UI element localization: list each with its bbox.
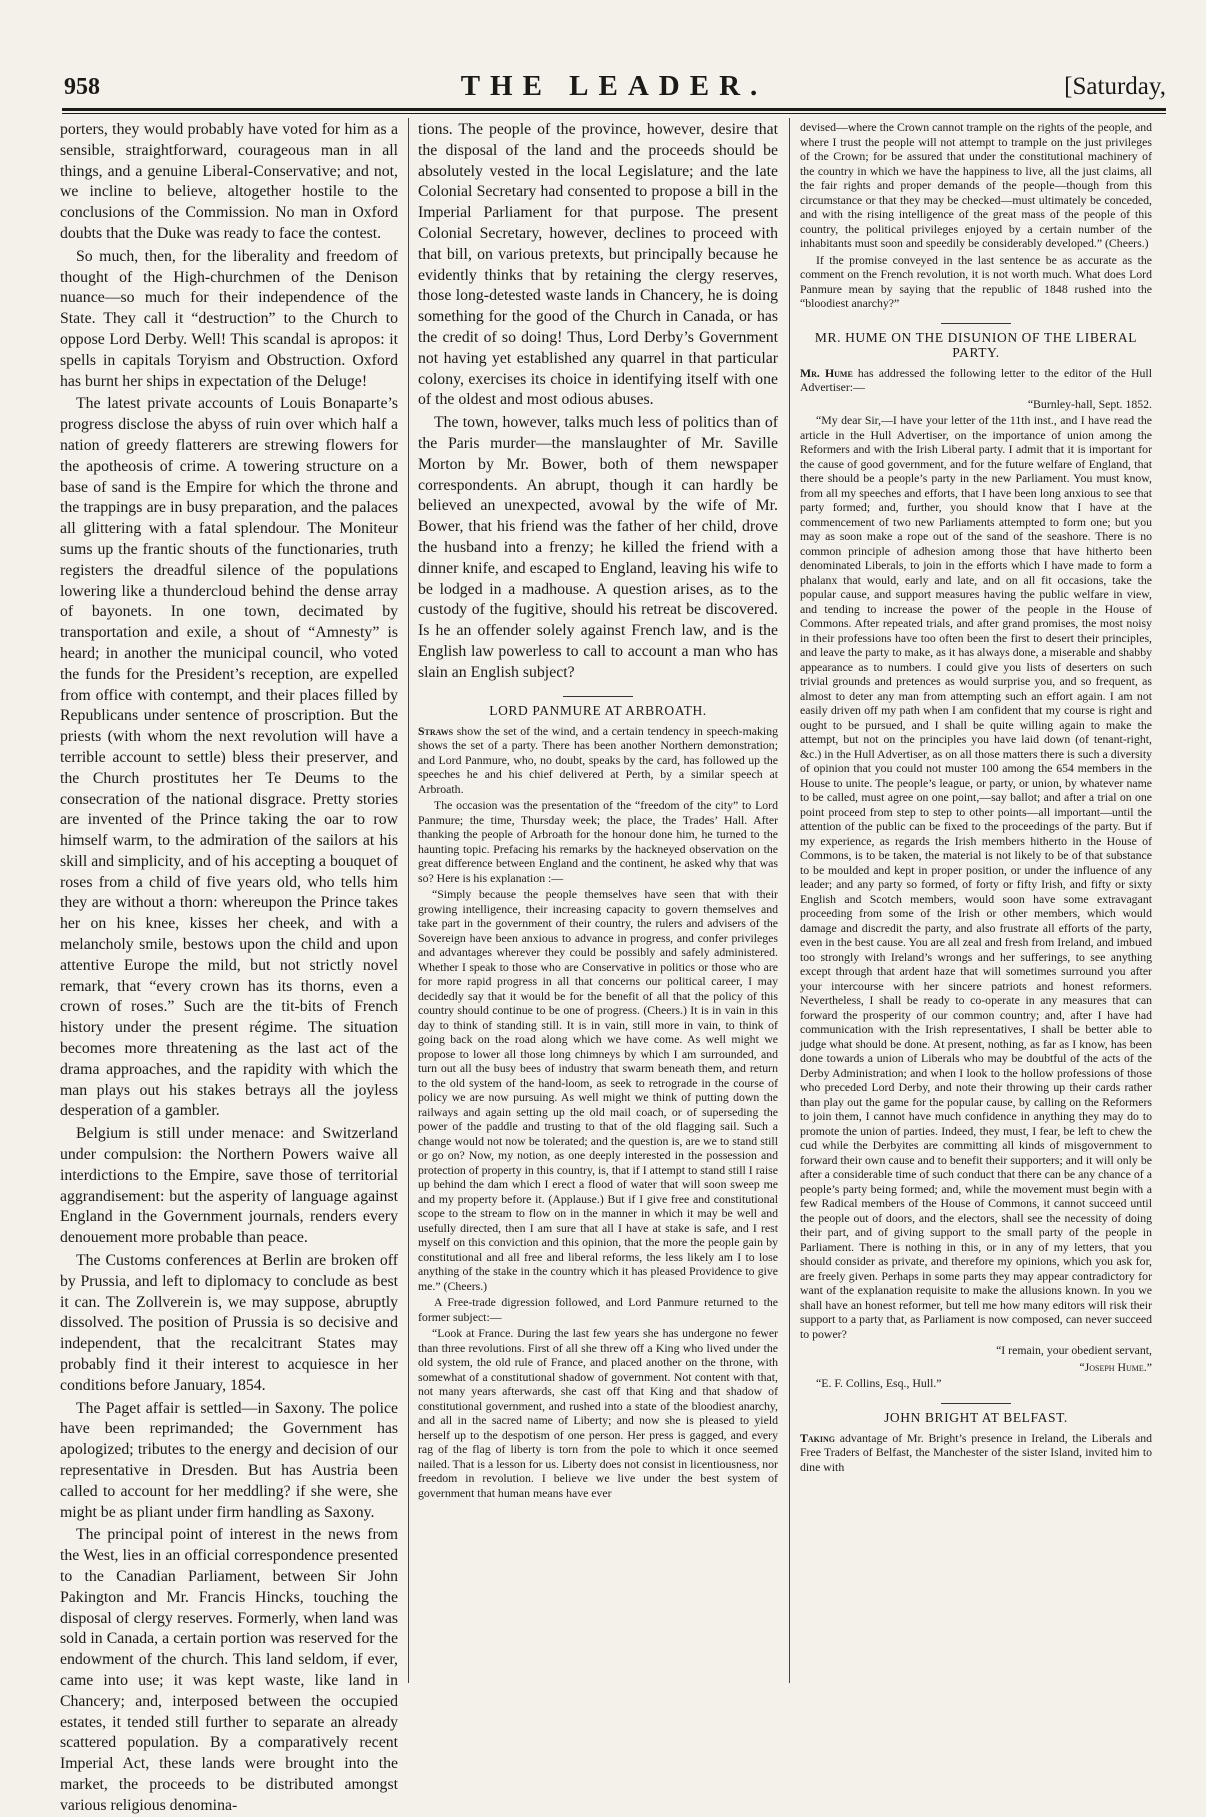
lead-word: Taking xyxy=(800,1430,835,1445)
issue-day: [Saturday, xyxy=(1064,73,1166,100)
column-right xyxy=(800,120,1152,1680)
paragraph: The occasion was the presentation of the “freedom of the city” to Lord Panmure; the time, Thursday week; the place, the Trades’ Hall. After thanking the people of Arbroath for the honour done him, he turned to the haunting topic. Prefacing his remarks by the hackneyed observation on the great difference between England and the continent, he asked why that was so? Here is his explanation :— xyxy=(418,798,778,885)
lead-word: Straws xyxy=(418,723,454,738)
column-middle xyxy=(418,120,778,1680)
paragraph-text: has addressed the following letter to the editor of the Hull Advertiser:— xyxy=(800,365,1152,394)
article-heading: MR. HUME ON THE DISUNION OF THE LIBERAL PARTY. xyxy=(814,329,1138,360)
header-rule xyxy=(62,108,1166,111)
column-divider xyxy=(408,118,409,1683)
section-divider xyxy=(941,323,1011,324)
newspaper-title: THE LEADER. xyxy=(460,70,768,102)
paragraph: porters, they would probably have voted for him as a sensible, straightforward, courageous man in all things, and a genuine Liberal-Conservative; and not, we incline to believe, altogether hostile to the conclusions of the Commission. No man in Oxford doubts that the Duke was ready to face the contest. xyxy=(60,121,398,242)
article-lead-paragraph xyxy=(800,1431,1152,1475)
paragraph: tions. The people of the province, however, desire that the disposal of the land and the proceeds should be absolutely vested in the local Legislature; and the late Colonial Secretary had consented to propose a bill in the Imperial Parliament for that purpose. The present Colonial Secretary, however, declines to proceed with that bill, on various pretexts, but principally because he evidently thinks that by retaining the clergy reserves, those long-detested waste lands in Chancery, he is doing something for the good of the Church in Canada, or has the credit of so doing! Thus, Lord Derby’s Government not having yet established any quarrel in that particular colony, exercises its choice in identifying itself with one of the oldest and most odious abuses. xyxy=(418,121,778,409)
paragraph-text: advantage of Mr. Bright’s presence in Ireland, the Liberals and Free Traders of Belfast, the Manchester of the sister Island, invited him to dine with xyxy=(800,1430,1152,1474)
quotation: “Simply because the people themselves have seen that with their growing intelligence, their increasing capacity to govern themselves and take part in the government of their country, the rulers and advisers of the Sovereign have been anxious to advance in progress, and confer privileges and advantages wherever they could be possibly and safely administered. Whether I speak to those who are Conservative in politics or those who are for more rapid progress in all that concerns our political career, I may decidedly say that it would be for the benefit of all that the policy of this country should continue to be one of progress. (Cheers.) It is in vain in this day to think of standing still. It is in vain, still more in vain, to think of going back on the road along which we have come. As well might we propose to lower all those long chimneys by which I am surrounded, and turn out all the busy bees of industry that swarm beneath them, and return to the old system of the hand-loom, as seek to retrograde in the course of policy we are now pursuing. As well might we think of putting down the railways and again setting up the old mail coach, or of superseding the power of the paddle and trusting to that of the old flagging sail. Such a change would not now be tolerated; and the question is, are we to stand still or go on? Now, my notion, as one deeply interested in the possession and protection of property in this country, is, that if I attempt to stand still I raise up behind the dam which I erect a flood of water that will soon sweep me and my property before it. (Applause.) But if I give free and constitutional scope to the stream to flow on in the manner in which it may be well and usefully directed, then I am sure that all I have at stake is safe, and I rest myself on this conviction and this opinion, that the more the people gain by constitutional and all free and liberal reforms, the less likely am I to lose anything of the stake in the country which it has pleased Providence to give me.” (Cheers.) xyxy=(418,887,778,1293)
paragraph: A Free-trade digression followed, and Lord Panmure returned to the former subject:— xyxy=(418,1295,778,1324)
paragraph: The principal point of interest in the news from the West, lies in an official correspondence presented to the Canadian Parliament, between Sir John Pakington and Mr. Francis Hincks, touching the disposal of clergy reserves. Formerly, when land was sold in Canada, a certain portion was reserved for the endowment of the church. This land seldom, if ever, came into use; it was kept waste, like land in Chancery; and, interposed between the occupied estates, it tended still further to separate an already scattered population. By a comparatively recent Imperial Act, these lands were brought into the market, the proceeds to be distributed amongst various religious denomina- xyxy=(60,1526,398,1814)
column-divider xyxy=(789,118,790,1683)
article-heading: JOHN BRIGHT AT BELFAST. xyxy=(884,1409,1068,1425)
masthead xyxy=(62,70,1166,106)
quotation: devised—where the Crown cannot trample on the rights of the people, and where I trust the people will not attempt to trample on the just privileges of the Crown; for be assured that under the constitutional machinery of the country in which we have the happiness to live, all the just claims, all the fair rights and proper demands of the people—though from this circumstance or that they may be checked—must ultimately be conceded, and with the rising intelligence of the great mass of the people of this country, the political privileges enjoyed by a certain number of the inhabitants must soon and speedily be considerably developed.” (Cheers.) xyxy=(800,120,1152,250)
article-heading: LORD PANMURE AT ARBROATH. xyxy=(489,702,707,718)
header-rule-thin xyxy=(62,113,1166,114)
column-left xyxy=(60,120,398,1814)
paragraph: If the promise conveyed in the last sentence be as accurate as the comment on the French revolution, it is not worth much. What does Lord Panmure mean by saying that the republic of 1848 rushed into the “bloodiest anarchy?” xyxy=(800,252,1152,310)
paragraph: The town, however, talks much less of politics than of the Paris murder—the manslaughter of Mr. Saville Morton by Mr. Bower, both of them newspaper correspondents. An abrupt, though it can hardly be believed an unexpected, avowal by the wife of Mr. Bower, that his friend was the father of her child, drove the husband into a frenzy; he killed the friend with a dinner knife, and escaped to England, leaving his wife to be lodged in a madhouse. A question arises, as to the custody of the fugitive, should his retreat be discovered. Is he an offender solely against French law, and is the English law powerless to call to account a man who has slain an English subject? xyxy=(418,414,778,681)
paragraph: The Customs conferences at Berlin are broken off by Prussia, and left to diplomacy to conclude as best it can. The Zollverein is, we may suppose, abruptly dissolved. The position of Prussia is so decisive and independent, that the recalcitrant States may probably find it their interest to acquiesce in her conditions before January, 1854. xyxy=(60,1252,398,1394)
paragraph-text: show the set of the wind, and a certain tendency in speech-making shows the set of a party. There has been another Northern demonstration; and Lord Panmure, who, no doubt, speaks by the card, has followed up the speeches he and his chief delivered at Perth, by a similar speech at Arbroath. xyxy=(418,723,778,796)
article-lead-paragraph xyxy=(418,724,778,797)
letter-addressee: “E. F. Collins, Esq., Hull.” xyxy=(816,1376,942,1390)
paragraph: The Paget affair is settled—in Saxony. The police have been reprimanded; the Government has apologized; tributes to the energy and decision of our representative in Dresden. But has Austria been called to account for her meddling? if she were, she might be as pliant under firm handling as Saxony. xyxy=(60,1399,398,1521)
page-number: 958 xyxy=(64,74,100,100)
letter-body: “My dear Sir,—I have your letter of the 11th inst., and I have read the article in the Hull Advertiser, on the importance of union among the Reformers and with the Irish Liberal party. I admit that it is important for the cause of good government, and for the future welfare of England, that there should be a people’s party in the new Parliament. You must know, from all my speeches and efforts, that I have been long anxious to see that party formed; and, further, you should know that I have at the commencement of two new Parliaments attempted to form one; but you may as soon make a rope out of the sand of the seashore. There is no common principle of adhesion among those that have hitherto been denominated Liberals, to join in the efforts which I have made to form a phalanx that would, early and late, and on all fit occasions, take the popular cause, and support measures having the public welfare in view, and tending to increase the power of the people in the House of Commons. After repeated trials, and after grand promises, the most noisy in their professions have too often been the first to desert their principles, and leave the party to make, as it has always done, a miserable and shabby appearance as to numbers. I could give you lists of deserters on such trivial grounds and pretences as would surprise you, and so frequent, as almost to deter any man from attempting such an effort again. I am not easily driven off my path when I am confident that my course is right and ought to be pursued, and I shall be quite willing again to make the attempt, but not on the principles you have laid down (of tenant-right, &c.) in the Hull Advertiser, as on all those matters there is such a diversity of opinion that you could not muster 100 among the 654 members in the House to unite. The people’s league, or party, or union, by whatever name to be called, must agree on one point,—say ballot; and after a trial on one point proceed from step to step to other points—all important—until the attention of the public can be fixed to the proceedings of the party. But if my experience, as regards the Irish members hitherto in the House of Commons, is to be taken, the material is not likely to be of that substance to be moulded and kept in proper position, or under the influence of any leader; and any party so formed, of forty or fifty Irish, and fifty or sixty English and Scotch members, would soon have some extravagant proceeding from some of the Irish or other members, which would damage and discredit the party, and also frustrate all efforts of the party, even in the best cause. You are all zeal and fresh from Ireland, and imbued too strongly with Ireland’s wrongs and her sufferings, to see anything except through that ardent haze that will sometimes surround you after your intercourse with her sincere patriots and honest reformers. Nevertheless, I shall be ready to co-operate in any measures that can forward the prosperity of our common country; and, after I have had communication with the Irish representatives, I shall be better able to judge what should be done. At present, nothing, as far as I know, has been done towards a union of Liberals who may be doubtful of the acts of the Derby Administration; and when I look to the hollow professions of those who preceded Lord Derby, and note their throwing up their cards rather than play out the game for the popular cause, by calling on the Reformers to join them, I cannot have much confidence in anything they may do to promote the union of parties. Indeed, they must, I fear, be left to chew the cud while the Derbyites are committing all kinds of misgovernment to forward their own cause and to benefit their supporters; and it will only be after a considerable time of such conduct that there can be any chance of a people’s party being formed; and, while the movement must begin with a few Radical members of the House of Commons, it cannot succeed until the people out of doors, and the electors, shall see the necessity of doing their part, and of giving support to the small party of the people in Parliament. There is nothing in this, or in any of my letters, that you should consider as private, and therefore my opinions, which you ask for, are freely given. Perhaps in some parts they may appear contradictory for want of the explanation requisite to make the allusions known. In you we shall have an honest reformer, but tell me how many editors will risk their support to a party that, as Parliament is now composed, can never succeed to power? xyxy=(800,413,1152,1341)
section-divider xyxy=(563,696,633,697)
dateline: “Burnley-hall, Sept. 1852. xyxy=(1027,396,1152,411)
article-lead-paragraph xyxy=(800,366,1152,395)
paragraph: Belgium is still under menace: and Switzerland under compulsion: the Northern Powers waive all interdictions to the Empire, save those of territorial aggrandisement: but the asperity of language against England in the Government journals, renders every denouement more probable than peace. xyxy=(60,1125,398,1247)
section-divider xyxy=(941,1403,1011,1404)
lead-word: Mr. Hume xyxy=(800,365,853,380)
paragraph: The latest private accounts of Louis Bonaparte’s progress disclose the abyss of ruin over which half a nation of greedy flatterers are strewing flowers for the apotheosis of crime. A towering structure on a base of sand is the Empire for which the throne and the trappings are in busy preparation, and the palaces all glittering with a fatal splendour. The Moniteur sums up the frantic shouts of the functionaries, truth registers the dreadful silence of the populations lowering like a thundercloud behind the dense array of bayonets. In one town, decimated by transportation and exile, a shout of “Amnesty” is heard; in another the municipal council, who voted the funds for the President’s reception, are expelled from office with contempt, and their places filled by Republicans under sentence of proscription. But the priests (with whom the next revolution will have a terrible account to settle) bless their preserver, and the Church prostitutes her Te Deums to the consecration of the national disgrace. Pretty stories are invented of the Prince taking the oar to row himself warm, to the admiration of the sailors at his skill and simplicity, and of his accepting a bouquet of roses from a child of five years old, who tells him they are without a thorn: whereupon the Prince takes her on his knee, kisses her cheek, and with a melancholy smile, bestows upon the child and upon attentive Europe the mild, but not strictly novel remark, that “every crown has its thorns, even a crown of roses.” Such are the tit-bits of French history under the present régime. The situation becomes more threatening as the last act of the drama approaches, and the rapidity with which the man plays out his stakes betrays all the joyless desperation of a gambler. xyxy=(60,395,398,1120)
paragraph: So much, then, for the liberality and freedom of thought of the High-churchmen of the Denison nuance—so much for their independence of the State. They call it “destruction” to the Church to oppose Lord Derby. Well! This scandal is apropos: it spells in capitals Toryism and Obstruction. Oxford has burnt her ships in expectation of the Deluge! xyxy=(60,247,398,390)
quotation: “Look at France. During the last few years she has undergone no fewer than three revolutions. First of all she threw off a King who lived under the old system, the old rule of France, and placed another on the throne, with somewhat of a constitutional shadow of government. Not content with that, not many years afterwards, she cast off that King and that shadow of constitutional government, and rushed into a state of the bloodiest anarchy, and all in the sacred name of Liberty; and now she is pleased to yield herself up to the despotism of one person. Her press is gagged, and every rag of the flag of liberty is torn from the pole to which it once seemed nailed. That is a lesson for us. Liberty does not consist in licentiousness, nor freedom in revolution. I believe we live under the best system of government that human means have ever xyxy=(418,1326,778,1500)
letter-signature: “Joseph Hume.” xyxy=(1079,1359,1152,1374)
letter-closing: “I remain, your obedient servant, xyxy=(996,1343,1152,1357)
